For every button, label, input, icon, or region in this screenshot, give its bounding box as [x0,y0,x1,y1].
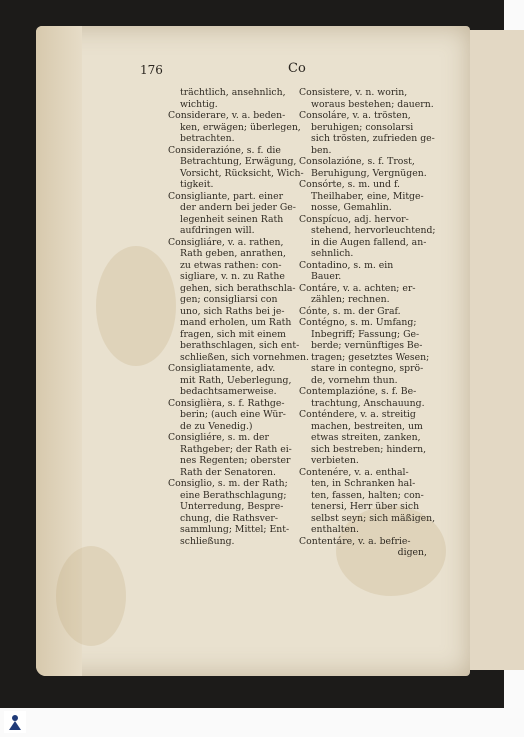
entry-line: Rath geben, anrathen, [180,248,286,259]
entry-line: bedachtsamerweise. [180,386,277,397]
entry-line: Contégno, s. m. Umfang; [299,317,417,328]
entry-line: Bauer. [311,271,342,282]
facing-page-edge [462,30,524,670]
entry-line: Considerare, v. a. beden- [168,110,286,121]
entry-line: Rathgeber; der Rath ei- [180,443,292,455]
entry-line: gehen, sich berathschla- [180,282,296,294]
entry-line: Theilhaber, eine, Mitge- [311,190,424,202]
entry-line: Contáre, v. a. achten; er- [299,282,416,294]
entry-line: Consolazióne, s. f. Trost, [299,156,415,167]
entry-line: Consigliére, s. m. der [168,432,270,443]
entry-line: gen; consigliarsi con [180,294,278,305]
entry-line: Contenére, v. a. enthal- [299,466,409,478]
entry-line: machen, bestreiten, um [311,420,423,432]
entry-line: betrachten. [180,133,235,144]
entry-line: Rath der Senatoren. [180,466,276,478]
entry-line: Beruhigung, Vergnügen. [311,167,427,179]
entry-line: fragen, sich mit einem [180,328,286,340]
entry-line: uno, sich Raths bei je- [180,305,285,317]
entry-line: etwas streiten, zanken, [311,432,421,443]
viewer-footer [0,708,504,737]
entry-line: ten, in Schranken hal- [311,478,416,489]
entry-line: der andern bei jeder Ge- [180,202,296,213]
entry-line: Consiglio, s. m. der Rath; [168,478,288,489]
entry-line: Conspícuo, adj. hervor- [299,213,409,225]
entry-line: schließung. [180,535,235,547]
entry-line: Conténdere, v. a. streitig [299,409,416,420]
entry-line: trachtung, Anschauung. [311,397,425,409]
entry-line: in die Augen fallend, an- [311,236,427,248]
entry-line: de, vornehm thun. [311,374,398,386]
institution-logo-icon [4,711,26,733]
entry-line: Betrachtung, Erwägung, [180,156,297,167]
entry-line: Vorsicht, Rücksicht, Wich- [180,167,304,179]
entry-line: de zu Venedig.) [180,420,253,432]
entry-line: nes Regenten; oberster [180,455,291,466]
entry-line: Contadino, s. m. ein [299,259,394,271]
entry-line: Inbegriff; Fassung; Ge- [311,328,420,340]
entry-line: Consigliatamente, adv. [168,363,276,374]
entry-line: mit Rath, Ueberlegung, [180,374,292,386]
entry-line: sich trösten, zufrieden ge- [311,133,435,144]
entry-line: ten, fassen, halten; con- [311,489,424,501]
entry-line: sammlung; Mittel; Ent- [180,524,290,535]
entry-line: mand erholen, um Rath [180,317,292,328]
entry-line: nosse, Gemahlin. [311,202,392,213]
paper-stain [96,246,176,366]
entry-line: berin; (auch eine Wür- [180,409,286,420]
entry-line: woraus bestehen; dauern. [311,98,434,110]
entry-line: zählen; rechnen. [311,294,390,305]
entry-line: Consiglièra, s. f. Rathge- [168,397,285,409]
entry-line: chung, die Rathsver- [180,512,279,524]
entry-line: zu etwas rathen: con- [180,259,282,271]
entry-line: stehend, hervorleuchtend; [311,225,436,236]
paper-stain [56,546,126,646]
entry-line: ken, erwägen; überlegen, [180,121,301,133]
entry-line: Consoláre, v. a. trösten, [299,110,411,121]
entry-line: berathschlagen, sich ent- [180,340,300,351]
entry-line: Contemplazióne, s. f. Be- [299,386,417,397]
entry-line: berde; vernünftiges Be- [311,340,423,351]
entry-line: tenersi, Herr über sich [311,501,420,512]
entry-line: wichtig. [180,98,218,110]
entry-line: Considerazióne, s. f. die [168,144,281,156]
entry-line: ben. [311,144,332,156]
entry-line: sigliare, v. n. zu Rathe [180,271,285,282]
entry-line: Contentáre, v. a. befrie- [299,535,411,547]
entry-line: legenheit seinen Rath [180,213,284,225]
entry-line: Consigliáre, v. a. rathen, [168,236,284,248]
entry-line: trächtlich, ansehnlich, [180,87,286,98]
entry-line: Unterredung, Bespre- [180,501,284,512]
entry-line: sich bestreben; hindern, [311,443,427,455]
entry-line: Cónte, s. m. der Graf. [299,305,401,317]
entry-line: eine Berathschlagung; [180,489,287,501]
entry-line: stare in contegno, sprö- [311,363,424,374]
dictionary-column-left [168,87,309,547]
entry-line: Consigliante, part. einer [168,190,284,202]
entry-line: sehnlich. [311,248,354,259]
entry-line: aufdringen will. [180,225,255,236]
entry-line: tigkeit. [180,179,214,190]
dictionary-column-right [299,87,436,559]
entry-line: enthalten. [311,524,359,535]
entry-line: beruhigen; consolarsi [311,121,414,133]
entry-line: verbieten. [311,455,359,466]
entry-line: Consistere, v. n. worin, [299,87,408,98]
entry-line: tragen; gesetztes Wesen; [311,351,430,363]
entry-line: selbst seyn; sich mäßigen, [311,512,436,524]
running-header: Co [288,61,306,76]
entry-line: Consórte, s. m. und f. [299,179,401,190]
entry-line: digen, [397,547,427,558]
entry-line: schließen, sich vornehmen. [180,351,309,363]
page-number: 176 [140,63,163,77]
